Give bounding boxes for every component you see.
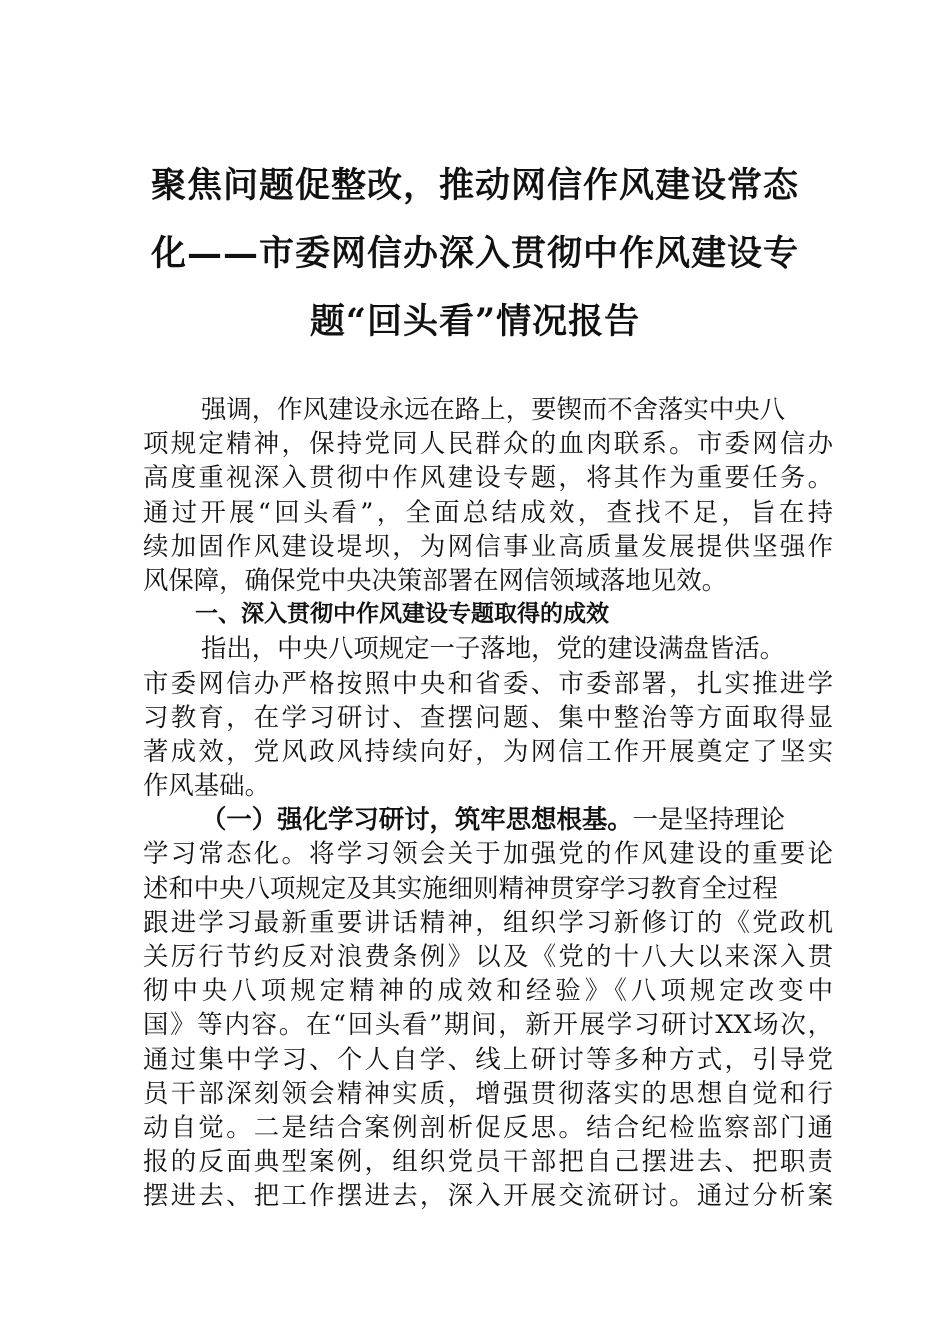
intro-line: 风保障，确保党中央决策部署在网信领域落地见效。 (143, 564, 727, 595)
subsection-line: 动自觉。二是结合案例剖析促反思。结合纪检监察部门通 (143, 1111, 833, 1142)
subsection-line: 员干部深刻领会精神实质，增强贯彻落实的思想自觉和行 (143, 1077, 833, 1108)
subsection-line: 学习常态化。将学习领会关于加强党的作风建设的重要论 (143, 838, 833, 869)
intro-line: 项规定精神，保持党同人民群众的血肉联系。市委网信办 (143, 428, 833, 459)
subsection-first-line (143, 802, 833, 836)
section-heading: 一、深入贯彻中作风建设专题取得的成效 (195, 601, 609, 628)
subsection-line: 关厉行节约反对浪费条例》以及《党的十八大以来深入贯 (143, 941, 833, 971)
subsection-line: 摆进去、把工作摆进去，深入开展交流研讨。通过分析案 (143, 1180, 833, 1211)
title-line-1: 聚焦问题促整改，推动网信作风建设常态 (150, 165, 799, 206)
document-body (143, 392, 833, 1213)
intro-line: 高度重视深入贯彻中作风建设专题，将其作为重要任务。 (143, 462, 833, 493)
intro-line: 续加固作风建设堤坝，为网信事业高质量发展提供坚强作 (143, 530, 833, 561)
section1-line: 指出，中央八项规定一子落地，党的建设满盘皆活。 (201, 633, 785, 664)
intro-line: 强调，作风建设永远在路上，要锲而不舍落实中央八 (201, 394, 785, 424)
intro-line: 通过开展“回头看”，全面总结成效，查找不足，旨在持 (143, 496, 833, 527)
document-title (140, 152, 810, 356)
subsection-line: 述和中央八项规定及其实施细则精神贯穿学习教育全过程 (143, 872, 778, 903)
section1-line: 著成效，党风政风持续向好，为网信工作开展奠定了坚实 (143, 735, 833, 766)
section1-line: 作风基础。 (143, 770, 270, 801)
subsection-heading: （一）强化学习研讨，筑牢思想根基。 (201, 804, 633, 835)
subsection-text: 一是坚持理论 (632, 804, 785, 835)
subsection-line: 跟进学习最新重要讲话精神，组织学习新修订的《党政机 (143, 906, 833, 937)
title-line-2: 化——市委网信办深入贯彻中作风建设专 (150, 233, 799, 274)
subsection-line: 报的反面典型案例，组织党员干部把自己摆进去、把职责 (143, 1146, 833, 1177)
title-line-3: 题“回头看”情况报告 (309, 301, 641, 342)
subsection-line: 国》等内容。在“回头看”期间，新开展学习研讨XX场次， (143, 1009, 833, 1040)
section1-line: 习教育，在学习研讨、查摆问题、集中整治等方面取得显 (143, 701, 833, 732)
subsection-line: 彻中央八项规定精神的成效和经验》《八项规定改变中 (143, 975, 833, 1006)
section1-line: 市委网信办严格按照中央和省委、市委部署，扎实推进学 (143, 667, 833, 698)
subsection-line: 通过集中学习、个人自学、线上研讨等多种方式，引导党 (143, 1043, 833, 1074)
